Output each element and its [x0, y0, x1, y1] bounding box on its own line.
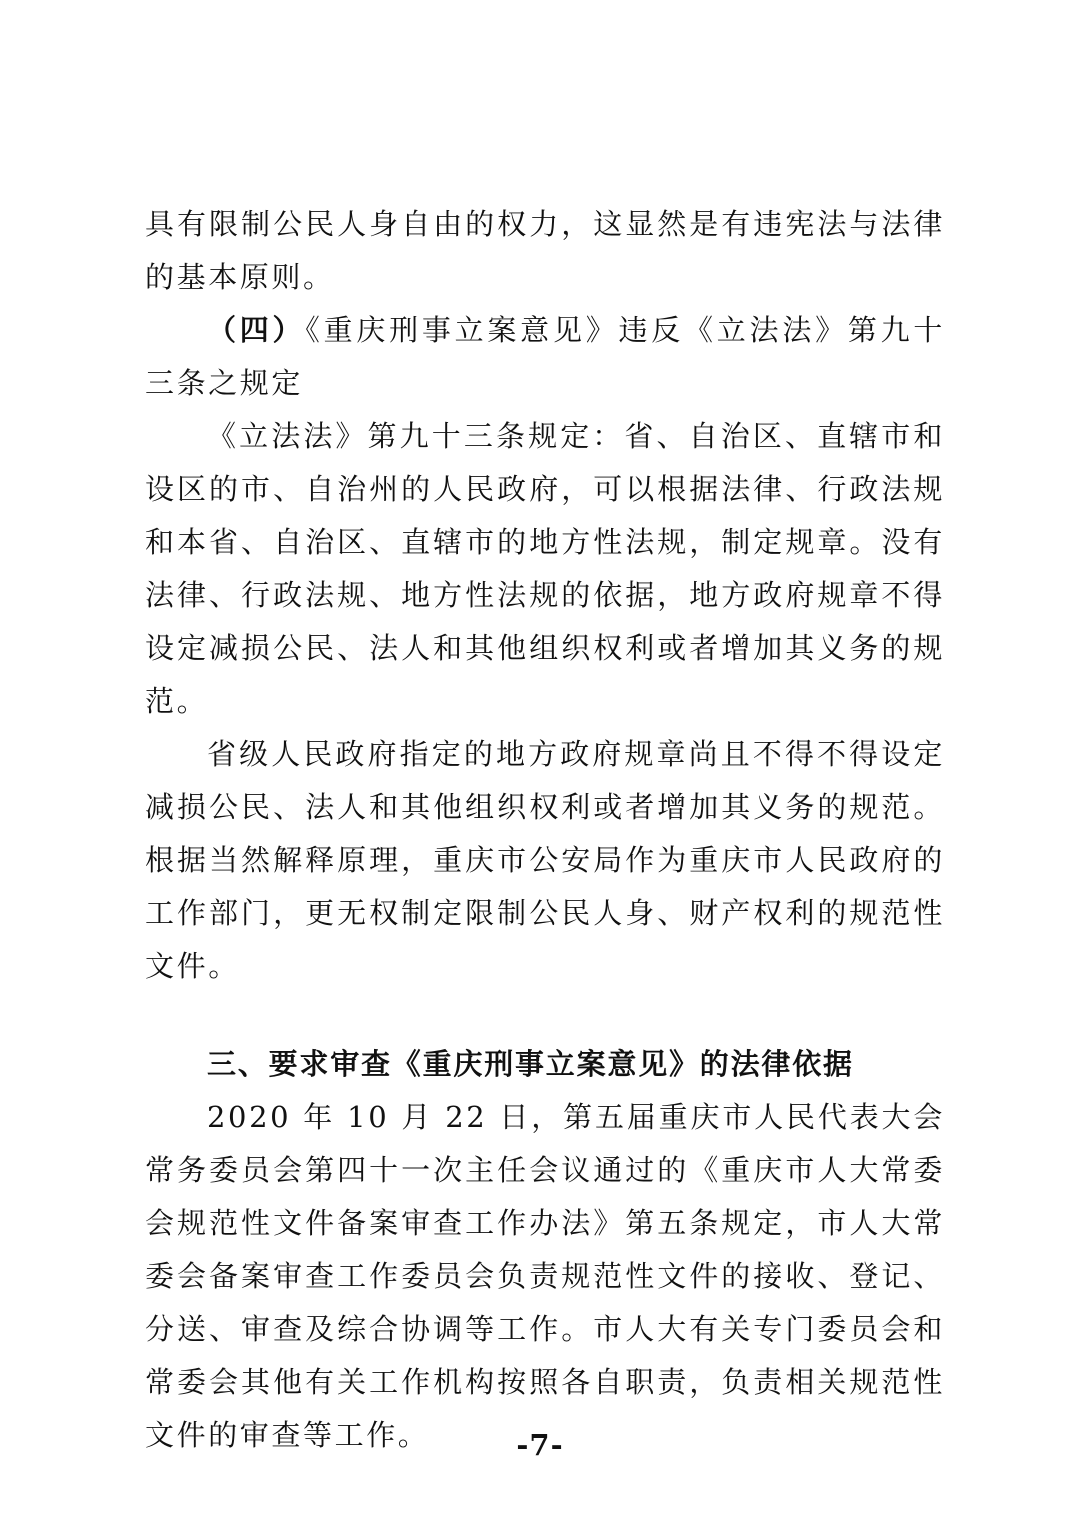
subheading-4-text: 《重庆刑事立案意见》违反《立法法》第九十三条之规定 [145, 313, 945, 400]
paragraph-3: 省级人民政府指定的地方政府规章尚且不得不得设定减损公民、法人和其他组织权利或者增加其义务的规范。根据当然解释原理，重庆市公安局作为重庆市人民政府的工作部门，更无权制定限制公民人身、财产权利的规范性文件。 [145, 737, 945, 983]
paragraph-4: 2020 年 10 月 22 日，第五届重庆市人民代表大会常务委员会第四十一次主任会议通过的《重庆市人大常委会规范性文件备案审查工作办法》第五条规定，市人大常委会备案审查工作委员会负责规范性文件的接收、登记、分送、审查及综合协调等工作。市人大有关专门委员会和常委会其他有关工作机构按照各自职责，负责相关规范性文件的审查等工作。 [145, 1100, 945, 1452]
section-3-heading: 三、要求审查《重庆刑事立案意见》的法律依据 [207, 1047, 854, 1081]
document-body [145, 198, 945, 1462]
paragraph-2: 《立法法》第九十三条规定：省、自治区、直辖市和设区的市、自治州的人民政府，可以根据法律、行政法规和本省、自治区、直辖市的地方性法规，制定规章。没有法律、行政法规、地方性法规的依据，地方政府规章不得设定减损公民、法人和其他组织权利或者增加其义务的规范。 [145, 419, 945, 718]
subheading-4 [145, 304, 945, 410]
paragraph-1: 具有限制公民人身自由的权力，这显然是有违宪法与法律的基本原则。 [145, 207, 945, 294]
subheading-4-prefix: （四） [207, 313, 306, 347]
page-number: -7- [516, 1428, 564, 1462]
